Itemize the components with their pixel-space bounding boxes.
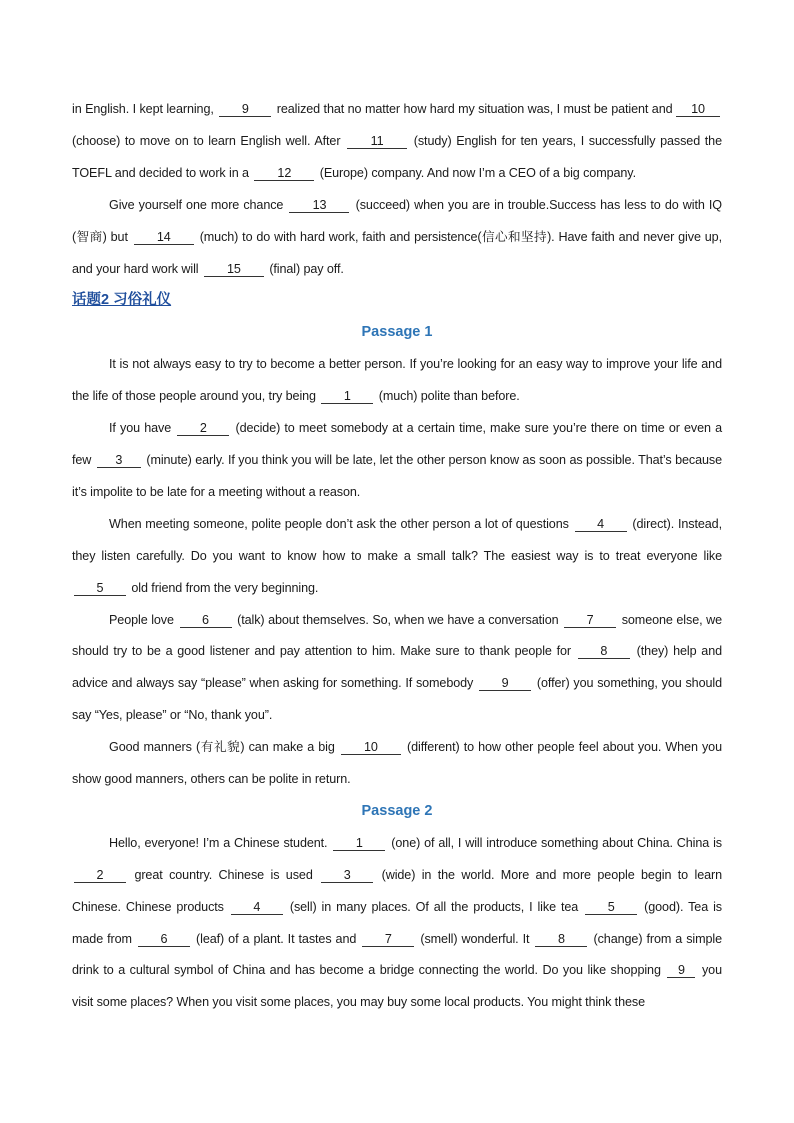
blank-6[interactable]: 6: [180, 614, 232, 628]
paragraph-intro-1: [72, 94, 722, 190]
blank-4[interactable]: 4: [575, 518, 627, 532]
text: someone else, we should try to be a good listener and pay attention to him. Make sure to thank people for: [72, 612, 722, 659]
blank-2[interactable]: 2: [74, 869, 126, 883]
blank-1[interactable]: 1: [333, 837, 385, 851]
text: (decide) to meet somebody at a certain time, make sure you’re there on time or even a few: [72, 421, 723, 467]
blank-3[interactable]: 3: [97, 454, 141, 468]
text: (minute) early. If you think you will be late, let the other person know as soon as possible. That’s because it’s impolite to be late for a meeting without a reason.: [72, 452, 723, 499]
text: (they) help and advice and always say “please” when asking for something. If somebody: [72, 644, 723, 691]
blank-7[interactable]: 7: [362, 933, 414, 947]
text: in English. I kept learning,: [72, 102, 214, 116]
blank-1[interactable]: 1: [321, 390, 373, 404]
text: (Europe) company. And now I’m a CEO of a big company.: [319, 165, 636, 180]
text: (much) to do with hard work, faith and persistence(信心和坚持). Have faith and never give: [199, 229, 701, 244]
text: (different) to how other people feel about you. When you show good manners, others can be polite in return.: [72, 740, 722, 787]
text: (succeed) when you are in trouble.Success has less to do with IQ: [355, 197, 722, 212]
text: (智商) but: [72, 229, 128, 244]
text: (smell) wonderful. It: [420, 931, 530, 946]
text: Good manners (有礼貌) can make a big: [109, 740, 335, 755]
text: (direct). Instead, they listen carefully. Do you want to know how to make a small talk? The easiest way is to treat everyone like: [72, 516, 722, 563]
blank-9[interactable]: 9: [667, 964, 695, 978]
text: When meeting someone, polite people don’t ask the other person a lot of questions: [109, 516, 569, 531]
text: (one) of all, I will introduce something about China. China is: [391, 835, 722, 850]
text: passed the TOEFL and decided to work in a: [72, 133, 722, 180]
passage-1-paragraph-5: [72, 732, 722, 796]
text: (change) from a simple drink to a cultural symbol of China and has become a bridge connecting the world. Do you like shopping: [72, 931, 723, 978]
text: (offer) you something, you should say “Yes, please” or “No, thank you”.: [72, 676, 722, 723]
blank-8[interactable]: 8: [535, 933, 587, 947]
text: old friend from the very beginning.: [131, 580, 319, 595]
topic-heading: 话题2 习俗礼仪: [72, 292, 172, 309]
text: (choose) to move on to learn English well. After: [72, 133, 341, 148]
passage-1-paragraph-3: [72, 509, 722, 605]
blank-15[interactable]: 15: [204, 263, 264, 277]
text: (good). Tea is made from: [72, 899, 722, 946]
blank-12[interactable]: 12: [254, 167, 314, 181]
text: People love: [109, 612, 174, 627]
text: realized that no matter how hard my situation was, I must be patient and: [276, 102, 673, 116]
blank-2[interactable]: 2: [177, 422, 229, 436]
passage-1-paragraph-2: [72, 413, 722, 509]
blank-5[interactable]: 5: [74, 582, 126, 596]
passage-1-title: Passage 1: [361, 324, 433, 341]
text: (wide) in the world. More and more people begin to learn Chinese. Chinese products: [72, 867, 723, 914]
text: (sell) in many places. Of all the products, I like tea: [289, 899, 579, 914]
text: (leaf) of a plant. It tastes and: [196, 931, 357, 946]
text: (study) English for ten years, I successfully: [413, 133, 656, 148]
passage-1-paragraph-1: [72, 349, 722, 413]
text: (final) pay off.: [269, 261, 344, 276]
blank-10[interactable]: 10: [341, 741, 401, 755]
passage-2-paragraph-1: [72, 828, 722, 1019]
blank-9[interactable]: 9: [219, 103, 271, 117]
text: Give yourself one more chance: [109, 197, 284, 212]
text: great country. Chinese is used: [134, 867, 313, 882]
blank-8[interactable]: 8: [578, 645, 630, 659]
passage-1-paragraph-4: [72, 605, 722, 733]
blank-11[interactable]: 11: [347, 135, 407, 149]
blank-3[interactable]: 3: [321, 869, 373, 883]
blank-7[interactable]: 7: [564, 614, 616, 628]
text: up, and your hard work will: [72, 229, 722, 276]
text: you visit some places? When you visit some places, you may buy some local products. You might think these: [72, 963, 722, 1010]
blank-10[interactable]: 10: [676, 103, 720, 117]
blank-14[interactable]: 14: [134, 231, 194, 245]
blank-9[interactable]: 9: [479, 677, 531, 691]
blank-6[interactable]: 6: [138, 933, 190, 947]
text: Hello, everyone! I’m a Chinese student.: [109, 835, 328, 850]
blank-4[interactable]: 4: [231, 901, 283, 915]
text: (talk) about themselves. So, when we have a conversation: [237, 612, 559, 627]
text: (much) polite than before.: [378, 389, 520, 404]
paragraph-intro-2: [72, 190, 722, 286]
text: If you have: [109, 421, 172, 436]
blank-5[interactable]: 5: [585, 901, 637, 915]
blank-13[interactable]: 13: [289, 199, 349, 213]
document-page: [72, 94, 722, 1019]
text: It is not always easy to try to become a better person. If you’re looking for an easy way to improve your life and the life of those people around you, try being: [72, 357, 722, 404]
passage-2-title: Passage 2: [361, 802, 433, 819]
